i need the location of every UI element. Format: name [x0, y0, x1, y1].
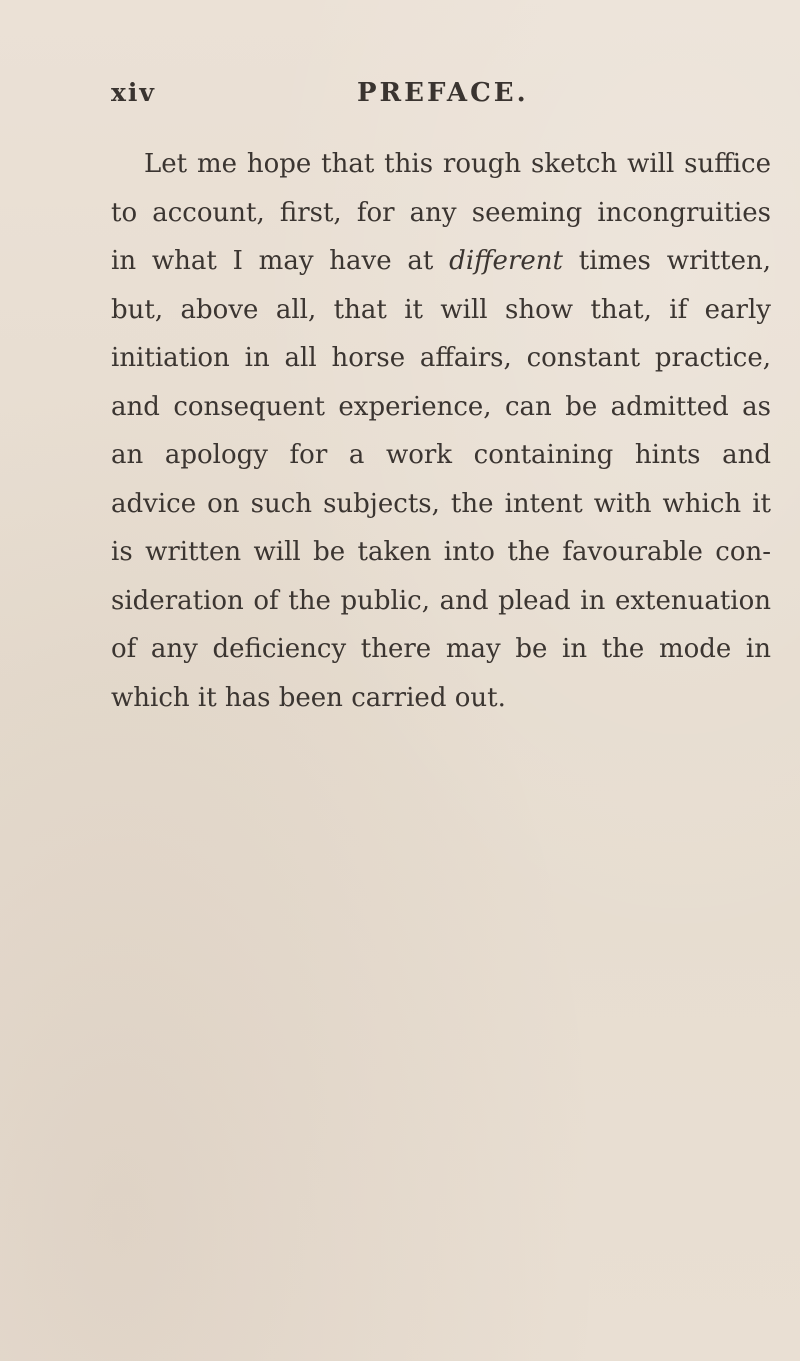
text-line: initiation in all horse affairs, constant practice, — [111, 343, 771, 373]
text-line: and consequent experience, can be admitted as — [111, 391, 771, 422]
text-line: sideration of the public, and plead in extenuation — [111, 585, 771, 616]
text-line: but, above all, that it will show that, if early — [111, 294, 771, 325]
preface-paragraph — [111, 140, 771, 722]
text-line: advice on such subjects, the intent with which it — [111, 488, 771, 519]
running-head: PREFACE. — [357, 78, 529, 108]
text-line: Let me hope that this rough sketch will suffice — [144, 149, 771, 179]
text-line: to account, first, for any seeming incongruities — [111, 197, 771, 228]
page-number: xiv — [111, 78, 156, 107]
text-segment: in what I may have at — [111, 246, 434, 276]
page-header — [111, 78, 771, 118]
text-line: which it has been carried out. — [111, 682, 506, 713]
text-line — [111, 237, 771, 286]
text-segment: times written, — [578, 246, 771, 276]
text-line: is written will be taken into the favourable con- — [111, 537, 771, 567]
text-line: an apology for a work containing hints and — [111, 440, 771, 470]
text-line: of any deficiency there may be in the mode in — [111, 634, 771, 664]
italic-word: different — [449, 246, 563, 276]
